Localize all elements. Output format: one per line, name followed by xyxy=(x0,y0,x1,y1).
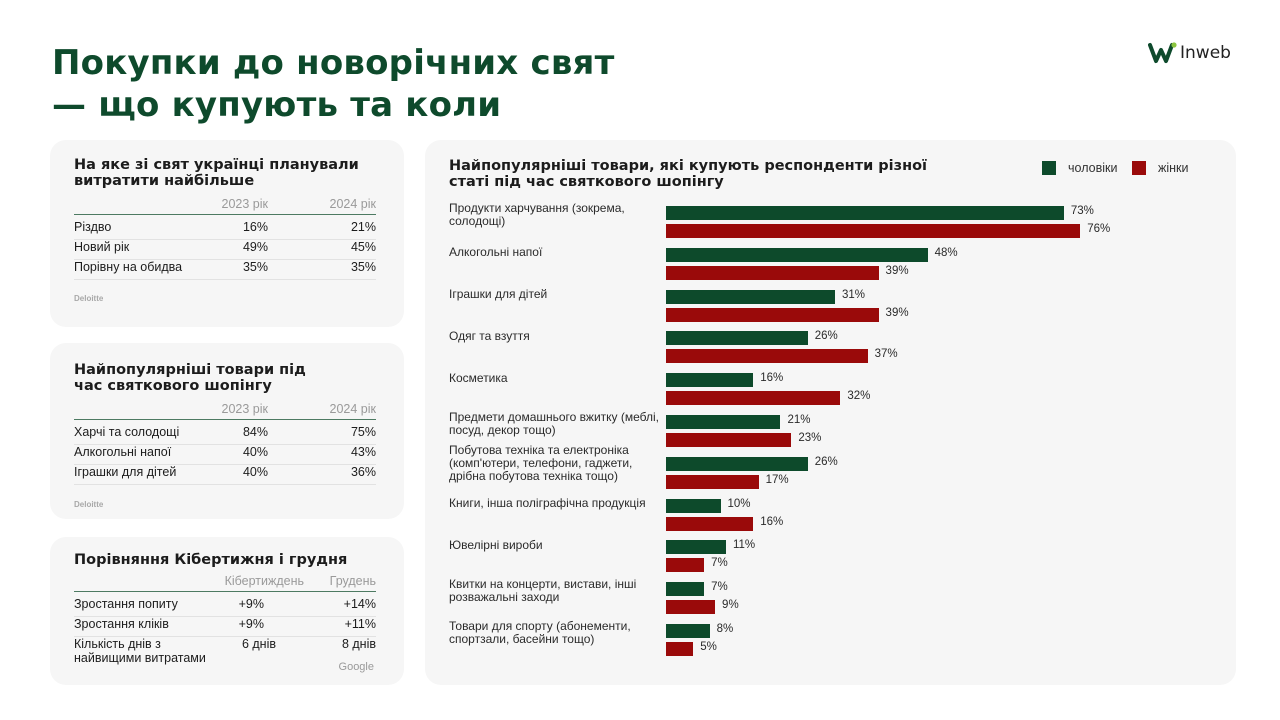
bar-men xyxy=(666,206,1064,220)
data-label: 73% xyxy=(1070,205,1094,217)
category-label: Книги, інша поліграфічна продукція xyxy=(449,496,646,511)
data-label: 39% xyxy=(885,306,909,319)
legend-swatch-women xyxy=(1132,161,1146,175)
chart-title: Найпопулярніші товари, які купують респонденти різної статі під час святкового шопінгу xyxy=(449,158,928,190)
category-label: Іграшки для дітей xyxy=(449,287,548,302)
data-label: 16% xyxy=(760,372,784,385)
data-label: 26% xyxy=(814,330,838,343)
source-label: Deloitte xyxy=(74,294,104,303)
category-label: Товари для спорту (абонементи, спортзали, басейни тощо) xyxy=(449,619,631,646)
bar-men xyxy=(666,540,726,554)
row-label: Новий рік xyxy=(74,240,130,254)
data-label: 16% xyxy=(760,515,784,528)
row-label: Різдво xyxy=(74,220,112,234)
data-label: 39% xyxy=(885,264,909,277)
table-header xyxy=(74,402,376,420)
column-header-cyberweek: Кібертиждень xyxy=(224,574,304,588)
bar-men xyxy=(666,373,753,387)
table-row xyxy=(74,240,376,260)
data-label: 26% xyxy=(814,455,838,468)
holiday-spending-card xyxy=(50,140,404,327)
table-header xyxy=(74,197,376,215)
card-title: Найпопулярніші товари під час святкового шопінгу xyxy=(74,362,306,394)
legend-women xyxy=(1132,161,1189,175)
category-label: Алкогольні напої xyxy=(449,245,543,260)
data-label: 37% xyxy=(874,348,898,361)
data-label: 17% xyxy=(765,473,789,486)
bar-men xyxy=(666,248,928,262)
row-value-december: 8 днів xyxy=(341,637,376,651)
cyberweek-december-card xyxy=(50,537,404,685)
source-label: Deloitte xyxy=(74,500,104,509)
card-title: Порівняння Кібертижня і грудня xyxy=(74,552,348,568)
source-label: Google xyxy=(338,661,374,673)
row-value-2023: 40% xyxy=(242,445,268,459)
bar-women xyxy=(666,349,868,363)
bar-women xyxy=(666,308,879,322)
data-label: 31% xyxy=(841,288,865,301)
data-label: 23% xyxy=(798,432,822,444)
category-label: Одяг та взуття xyxy=(449,328,530,343)
data-label: 21% xyxy=(787,414,811,426)
data-label: 5% xyxy=(700,641,717,653)
row-value-december: +11% xyxy=(344,617,376,631)
row-value-2023: 16% xyxy=(242,220,268,234)
logo-text: Inweb xyxy=(1180,43,1231,63)
data-label: 8% xyxy=(716,623,734,635)
row-value-2024: 21% xyxy=(350,220,376,234)
row-value-cyberweek: +9% xyxy=(238,597,264,611)
category-label: Квитки на концерти, вистави, інші розважальні заходи xyxy=(449,577,637,605)
bar-women xyxy=(666,391,840,405)
row-value-cyberweek: +9% xyxy=(238,617,264,631)
table-row xyxy=(74,445,376,465)
table-row xyxy=(74,465,376,485)
row-value-cyberweek: 6 днів xyxy=(241,637,276,651)
row-label: Зростання попиту xyxy=(74,597,178,611)
data-label: 76% xyxy=(1087,223,1111,235)
row-value-2023: 35% xyxy=(242,260,268,274)
data-label: 32% xyxy=(847,390,871,403)
column-header-2023: 2023 рік xyxy=(221,402,268,416)
row-label: Іграшки для дітей xyxy=(74,465,177,479)
table-row xyxy=(74,617,376,637)
column-header-december: Грудень xyxy=(329,574,376,588)
bar-women xyxy=(666,517,753,531)
table-row xyxy=(74,637,376,669)
bar-men xyxy=(666,499,721,513)
row-label: Порівну на обидва xyxy=(74,260,183,274)
legend-label-women: жінки xyxy=(1158,161,1189,175)
popular-goods-card xyxy=(50,343,404,519)
data-label: 7% xyxy=(711,557,728,570)
column-header-2023: 2023 рік xyxy=(221,197,268,211)
bar-women xyxy=(666,558,704,572)
data-label: 7% xyxy=(711,581,728,594)
row-value-2023: 84% xyxy=(242,425,268,439)
bar-women xyxy=(666,642,693,656)
page-title-line-1: Покупки до новорічних свят xyxy=(52,43,615,83)
row-value-2024: 35% xyxy=(350,260,376,274)
inweb-logo-icon xyxy=(1148,41,1178,65)
data-label: 10% xyxy=(727,497,751,510)
legend-men xyxy=(1042,161,1117,175)
bar-men xyxy=(666,624,710,638)
category-label: Побутова техніка та електроніка (комп'ютери, телефони, гаджети, дрібна побутова техніка тощо) xyxy=(449,443,633,484)
row-value-2024: 45% xyxy=(350,240,376,254)
bar-men xyxy=(666,415,780,429)
table-header xyxy=(74,574,376,592)
bar-men xyxy=(666,582,704,596)
category-label: Продукти харчування (зокрема, солодощі) xyxy=(449,201,625,228)
legend-label-men: чоловіки xyxy=(1068,161,1118,175)
data-label: 9% xyxy=(722,599,739,612)
bar-men xyxy=(666,290,835,304)
row-value-2024: 75% xyxy=(350,425,376,439)
bar-men xyxy=(666,457,808,471)
gender-bar-chart-card xyxy=(425,140,1236,685)
row-value-2023: 40% xyxy=(242,465,268,479)
row-label: Зростання кліків xyxy=(74,617,169,631)
bar-men xyxy=(666,331,808,345)
row-value-2024: 43% xyxy=(350,445,376,459)
category-label: Косметика xyxy=(449,370,508,385)
row-value-december: +14% xyxy=(343,597,376,611)
row-value-2024: 36% xyxy=(350,465,376,479)
inweb-logo xyxy=(1148,40,1231,66)
category-label: Предмети домашнього вжитку (меблі, посуд, декор тощо) xyxy=(449,410,659,437)
row-label: Алкогольні напої xyxy=(74,445,172,459)
page-title-line-2: — що купують та коли xyxy=(52,85,502,125)
table-row xyxy=(74,260,376,280)
row-value-2023: 49% xyxy=(242,240,268,254)
bar-women xyxy=(666,433,791,447)
row-label: Кількість днів з найвищими витратами xyxy=(74,637,206,665)
table-row xyxy=(74,597,376,617)
column-header-2024: 2024 рік xyxy=(329,197,376,211)
data-label: 11% xyxy=(732,539,756,552)
card-title: На яке зі свят українці планували витратити найбільше xyxy=(74,157,359,189)
bar-women xyxy=(666,600,715,614)
bar-women xyxy=(666,224,1080,238)
row-label: Харчі та солодощі xyxy=(74,425,180,439)
bar-women xyxy=(666,475,759,489)
table-row xyxy=(74,220,376,240)
category-label: Ювелірні вироби xyxy=(449,537,543,552)
data-label: 48% xyxy=(934,246,958,259)
legend-swatch-men xyxy=(1042,161,1056,175)
table-row xyxy=(74,425,376,445)
column-header-2024: 2024 рік xyxy=(329,402,376,416)
bar-women xyxy=(666,266,879,280)
page-title xyxy=(52,42,752,126)
